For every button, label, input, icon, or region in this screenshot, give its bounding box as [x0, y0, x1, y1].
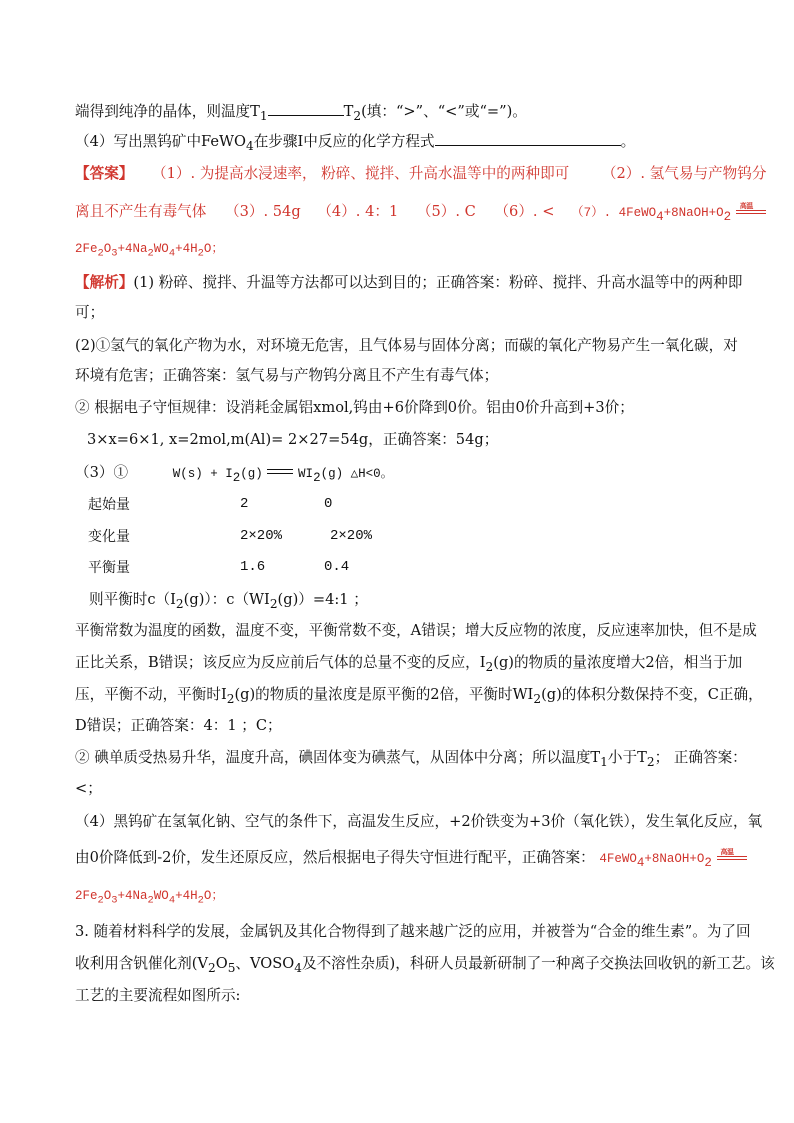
answer-line-2: 离且不产生有毒气体 （3）. 54g （4）. 4：1 （5）. C （6）. < （7）. $4FeWO_4+8NaOH+O_2$ 高温: [75, 202, 766, 227]
analysis-line-4: 环境有危害；正确答案：氢气易与产物钨分离且不产生有毒气体；: [75, 367, 499, 384]
row-label-change: 变化量: [88, 529, 130, 545]
answer-label: 【答案】: [75, 165, 134, 182]
analysis-line-14: <；: [75, 780, 102, 797]
analysis-ratio-line: 则平衡时$c(I_2(g))$：$c(WI_2(g))=4:1$ ；: [89, 591, 368, 611]
analysis-line-15: （4）黑钨矿在氢氧化钠、空气的条件下，高温发生反应，+2价铁变为+3价（氧化铁），发生氧化反应，氧: [75, 813, 763, 830]
question-line-equation: （4）写出黑钨矿中FeWO$_4$在步骤Ⅰ中反应的化学方程式 。: [75, 133, 636, 153]
row-label-equilibrium: 平衡量: [88, 560, 130, 576]
analysis-line-17: $2Fe_2O_3+4Na_2WO_4+4H_2O$；: [75, 889, 224, 907]
analysis-line-1: 【解析】(1) 粉碎、搅拌、升温等方法都可以达到目的；正确答案：粉碎、搅拌、升高水温等中的两种即: [75, 274, 743, 291]
blank-field[interactable]: [435, 131, 621, 146]
blank-field[interactable]: [268, 101, 344, 116]
analysis-line-13: ② 碘单质受热易升华，温度升高，碘固体变为碘蒸气，从固体中分离；所以温度$T_1$小于$T_2$； 正确答案：: [75, 749, 747, 769]
question-3-line-2: 收利用含钒催化剂($V_2O_5$、$VOSO_4$及不溶性杂质)，科研人员最新研制了一种离子交换法回收钒的新工艺。该: [75, 955, 775, 975]
analysis-line-3: (2)①氢气的氧化产物为水，对环境无危害，且气体易与固体分离；而碳的氧化产物易产生一氧化碳，对: [75, 337, 738, 354]
question-line-temperature: 端得到纯净的晶体，则温度$T_1$ $T_2$(填：“>”、“<”或“=”)。: [75, 103, 527, 123]
analysis-line-16: 由0价降低到-2价，发生还原反应，然后根据电子得失守恒进行配平，正确答案： $4FeWO_4+8NaOH+O_2$ 高温: [75, 848, 747, 873]
question-3-line-3: 工艺的主要流程如图所示:: [75, 987, 241, 1004]
answer-line-1: 【答案】 （1）. 为提高水浸速率， 粉碎、搅拌、升高水温等中的两种即可 （2）. 氢气易与产物钨分: [75, 165, 767, 182]
analysis-line-5: ② 根据电子守恒规律：设消耗金属铝xmol,钨由+6价降到0价。铝由0价升高到+3价；: [75, 399, 634, 416]
analysis-line-10: 正比关系，B错误；该反应为反应前后气体的总量不变的反应，$I_2(g)$的物质的量浓度增大2倍，相当于加: [75, 654, 743, 674]
analysis-label: 【解析】: [75, 274, 134, 291]
analysis-line-12: D错误；正确答案：4：1 ；C；: [75, 717, 282, 734]
equilibrium-arrow-icon: [267, 466, 293, 476]
high-temp-equals-sign: 高温: [717, 848, 747, 864]
question-3-line-1: 3. 随着材料科学的发展，金属钒及其化合物得到了越来越广泛的应用，并被誉为“合金的维生素”。为了回: [75, 923, 751, 940]
analysis-line-2: 可；: [75, 304, 105, 321]
analysis-line-11: 压，平衡不动，平衡时$I_2(g)$的物质的量浓度是原平衡的2倍，平衡时$WI_2(g)$的体积分数保持不变，C正确，: [75, 686, 763, 706]
analysis-line-9: 平衡常数为温度的函数，温度不变，平衡常数不变，A错误；增大反应物的浓度，反应速率加快，但不是成: [75, 622, 757, 639]
row-label-initial: 起始量: [88, 497, 130, 513]
analysis-line-6: 3×x=6×1, x=2mol,m(Al)= 2×27=54g，正确答案：54g；: [87, 431, 499, 448]
high-temp-equals-sign: 高温: [736, 202, 766, 218]
reaction-equation-line: （3）① $W(s) + I_2(g)$ $WI_2(g)$ △H<0。: [75, 464, 394, 485]
answer-line-3: $2Fe_2O_3+4Na_2WO_4+4H_2O$；: [75, 242, 224, 260]
